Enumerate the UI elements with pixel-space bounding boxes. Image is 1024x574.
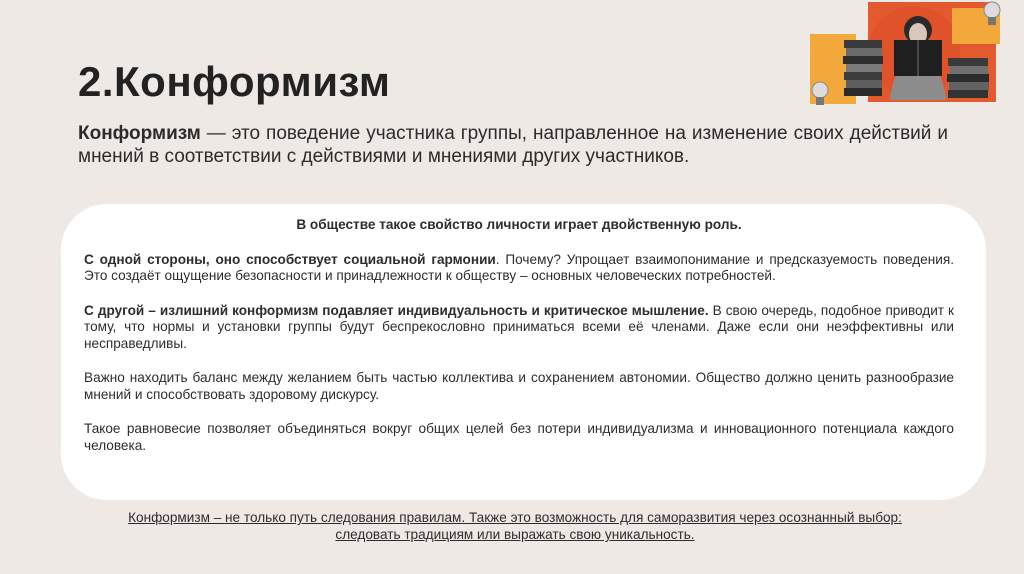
- book-stack-right-icon: [947, 58, 989, 98]
- paragraph-3: [84, 370, 954, 403]
- content-card: [61, 204, 986, 500]
- definition-term: Конформизм: [78, 123, 201, 144]
- slide-title: 2.Конформизм: [78, 58, 391, 105]
- paragraph-2-text: В свою очередь, подобное приводит к тому, что нормы и установки группы будут беспрекословно приниматься всеми её членами. Даже если они неэффективны или несправедливы.: [84, 302, 954, 351]
- book-stack-left-icon: [843, 40, 883, 96]
- paragraph-3-text: Важно находить баланс между желанием быть частью коллектива и сохранением автономии. Общество должно ценить разнообразие мнений и способствовать здоровому дискурсу.: [84, 370, 954, 402]
- paragraph-2: [84, 303, 954, 353]
- paragraph-4: [84, 421, 954, 454]
- definition: [78, 122, 948, 168]
- paragraph-1-bold: С одной стороны, оно способствует социальной гармонии: [84, 251, 496, 267]
- footer-note: Конформизм – не только путь следования правилам. Также это возможность для саморазвития через осознанный выбор: следовать традициям или выражать свою уникальность.: [128, 510, 902, 542]
- paragraph-2-bold: С другой – излишний конформизм подавляет индивидуальность и критическое мышление.: [84, 302, 709, 318]
- paragraph-4-text: Такое равновесие позволяет объединяться вокруг общих целей без потери индивидуализма и инновационного потенциала каждого человека.: [84, 421, 954, 453]
- card-lead: В обществе такое свойство личности играет двойственную роль.: [296, 217, 742, 232]
- paragraph-1: [84, 252, 954, 285]
- definition-text: — это поведение участника группы, направленное на изменение своих действий и мнений в соответствии с действиями и мнениями других участников.: [78, 123, 948, 167]
- paragraph-1-text: . Почему? Упрощает взаимопонимание и предсказуемость поведения. Это создаёт ощущение безопасности и принадлежности к обществу – основных человеческих потребностей.: [84, 251, 954, 283]
- person-reading-book-icon: [806, 0, 1024, 112]
- card-body: [84, 217, 954, 472]
